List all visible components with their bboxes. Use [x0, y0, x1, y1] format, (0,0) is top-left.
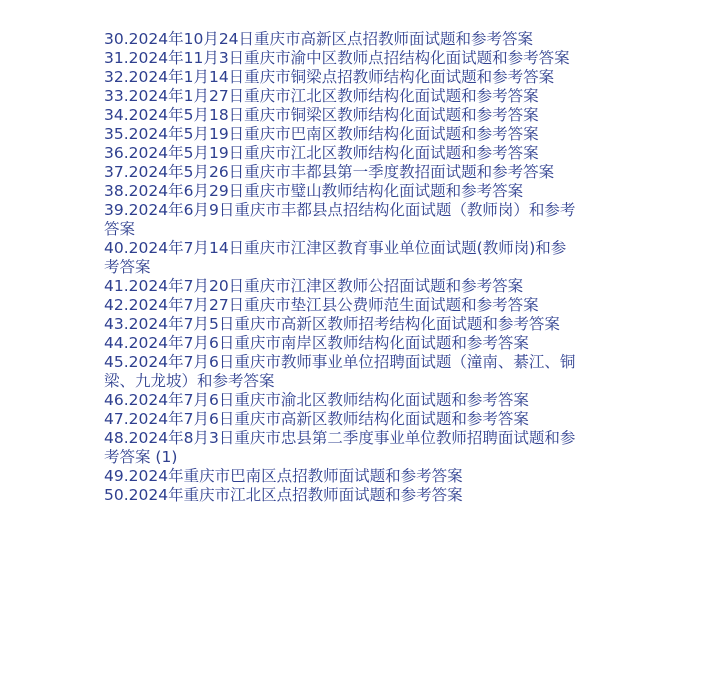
list-item: 49.2024年重庆市巴南区点招教师面试题和参考答案 [104, 467, 463, 485]
list-item: 36.2024年5月19日重庆市江北区教师结构化面试题和参考答案 [104, 144, 539, 162]
list-item: 44.2024年7月6日重庆市南岸区教师结构化面试题和参考答案 [104, 334, 529, 352]
list-item: 46.2024年7月6日重庆市渝北区教师结构化面试题和参考答案 [104, 391, 529, 409]
list-item: 35.2024年5月19日重庆市巴南区教师结构化面试题和参考答案 [104, 125, 539, 143]
document-list [104, 30, 580, 505]
list-item: 32.2024年1月14日重庆市铜梁点招教师结构化面试题和参考答案 [104, 68, 555, 86]
list-item: 50.2024年重庆市江北区点招教师面试题和参考答案 [104, 486, 463, 504]
list-item: 40.2024年7月14日重庆市江津区教育事业单位面试题(教师岗)和参考答案 [104, 239, 567, 276]
list-item: 41.2024年7月20日重庆市江津区教师公招面试题和参考答案 [104, 277, 524, 295]
list-item: 33.2024年1月27日重庆市江北区教师结构化面试题和参考答案 [104, 87, 539, 105]
list-item: 34.2024年5月18日重庆市铜梁区教师结构化面试题和参考答案 [104, 106, 539, 124]
list-item: 45.2024年7月6日重庆市教师事业单位招聘面试题（潼南、綦江、铜梁、九龙坡）和参考答案 [104, 353, 576, 390]
list-item: 30.2024年10月24日重庆市高新区点招教师面试题和参考答案 [104, 30, 534, 48]
list-item: 31.2024年11月3日重庆市渝中区教师点招结构化面试题和参考答案 [104, 49, 570, 67]
list-item: 38.2024年6月29日重庆市璧山教师结构化面试题和参考答案 [104, 182, 524, 200]
list-item: 39.2024年6月9日重庆市丰都县点招结构化面试题（教师岗）和参考答案 [104, 201, 576, 238]
list-item: 43.2024年7月5日重庆市高新区教师招考结构化面试题和参考答案 [104, 315, 560, 333]
list-item: 37.2024年5月26日重庆市丰都县第一季度教招面试题和参考答案 [104, 163, 555, 181]
list-item: 47.2024年7月6日重庆市高新区教师结构化面试题和参考答案 [104, 410, 529, 428]
list-item: 48.2024年8月3日重庆市忠县第二季度事业单位教师招聘面试题和参考答案 (1) [104, 429, 576, 466]
list-item: 42.2024年7月27日重庆市垫江县公费师范生面试题和参考答案 [104, 296, 539, 314]
